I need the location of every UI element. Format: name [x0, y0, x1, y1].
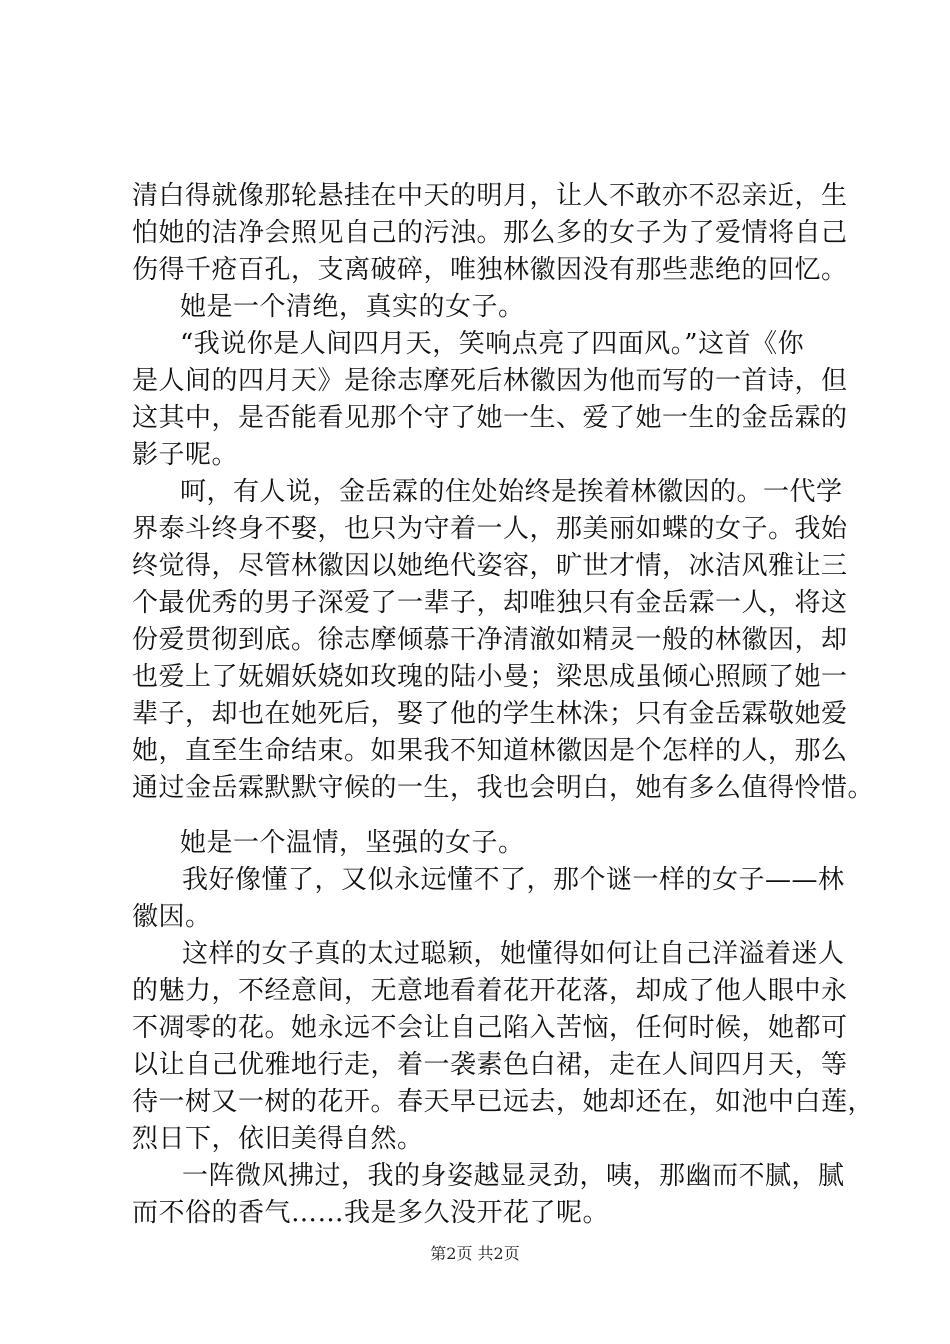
text-line: 而不俗的香气……我是多久没开花了呢。	[132, 1198, 610, 1228]
text-line: 辈子，却也在她死后，娶了他的学生林洙；只有金岳霖敬她爱	[132, 699, 848, 729]
paragraph-first-line: “我说你是人间四月天，笑响点亮了四面风。”这首《你	[180, 329, 805, 359]
paragraph-first-line: 她是一个温情，坚强的女子。	[180, 828, 525, 858]
paragraph-gap	[132, 807, 832, 825]
paragraph-first-line: 她是一个清绝，真实的女子。	[180, 292, 525, 322]
text-line: 份爱贯彻到底。徐志摩倾慕干净清澈如精灵一般的林徽因，却	[132, 625, 848, 655]
text-line: 怕她的洁净会照见自己的污浊。那么多的女子为了爱情将自己	[132, 218, 848, 248]
paragraph-first-line: 呵，有人说，金岳霖的住处始终是挨着林徽因的。一代学	[180, 477, 843, 507]
text-line: 她，直至生命结束。如果我不知道林徽因是个怎样的人，那么	[132, 736, 848, 766]
text-line: 也爱上了妩媚妖娆如玫瑰的陆小曼；梁思成虽倾心照顾了她一	[132, 662, 848, 692]
text-line: 烈日下，依旧美得自然。	[132, 1124, 424, 1154]
text-line: 以让自己优雅地行走，着一袭素色白裙，走在人间四月天，等	[132, 1050, 848, 1080]
page-number-footer: 第2页 共2页	[430, 1244, 520, 1263]
text-line: 个最优秀的男子深爱了一辈子，却唯独只有金岳霖一人，将这	[132, 588, 848, 618]
paragraph-first-line: 一阵微风拂过，我的身姿越显灵劲，咦，那幽而不腻，腻	[182, 1161, 845, 1191]
text-line: 徽因。	[132, 902, 212, 932]
text-line: 清白得就像那轮悬挂在中天的明月，让人不敢亦不忍亲近，生	[132, 181, 848, 211]
text-line: 界泰斗终身不娶，也只为守着一人，那美丽如蝶的女子。我始	[132, 514, 848, 544]
text-line: 不凋零的花。她永远不会让自己陷入苦恼，任何时候，她都可	[132, 1013, 848, 1043]
text-line: 这其中，是否能看见那个守了她一生、爱了她一生的金岳霖的	[132, 403, 848, 433]
paragraph-first-line: 这样的女子真的太过聪颖，她懂得如何让自己洋溢着迷人	[182, 939, 845, 969]
text-line: 终觉得，尽管林徽因以她绝代姿容，旷世才情，冰洁风雅让三	[132, 551, 848, 581]
text-line: 通过金岳霖默默守候的一生，我也会明白，她有多么值得怜惜。	[132, 773, 875, 803]
text-line: 伤得千疮百孔，支离破碎，唯独林徽因没有那些悲绝的回忆。	[132, 255, 848, 285]
text-line: 待一树又一树的花开。春天早已远去，她却还在，如池中白莲，	[132, 1087, 875, 1117]
text-line: 影子呢。	[132, 440, 239, 470]
paragraph-first-line: 我好像懂了，又似永远懂不了，那个谜一样的女子——林	[182, 865, 845, 895]
text-line: 是人间的四月天》是徐志摩死后林徽因为他而写的一首诗，但	[132, 366, 848, 396]
document-body	[132, 178, 875, 1232]
text-line: 的魅力，不经意间，无意地看着花开花落，却成了他人眼中永	[132, 976, 848, 1006]
